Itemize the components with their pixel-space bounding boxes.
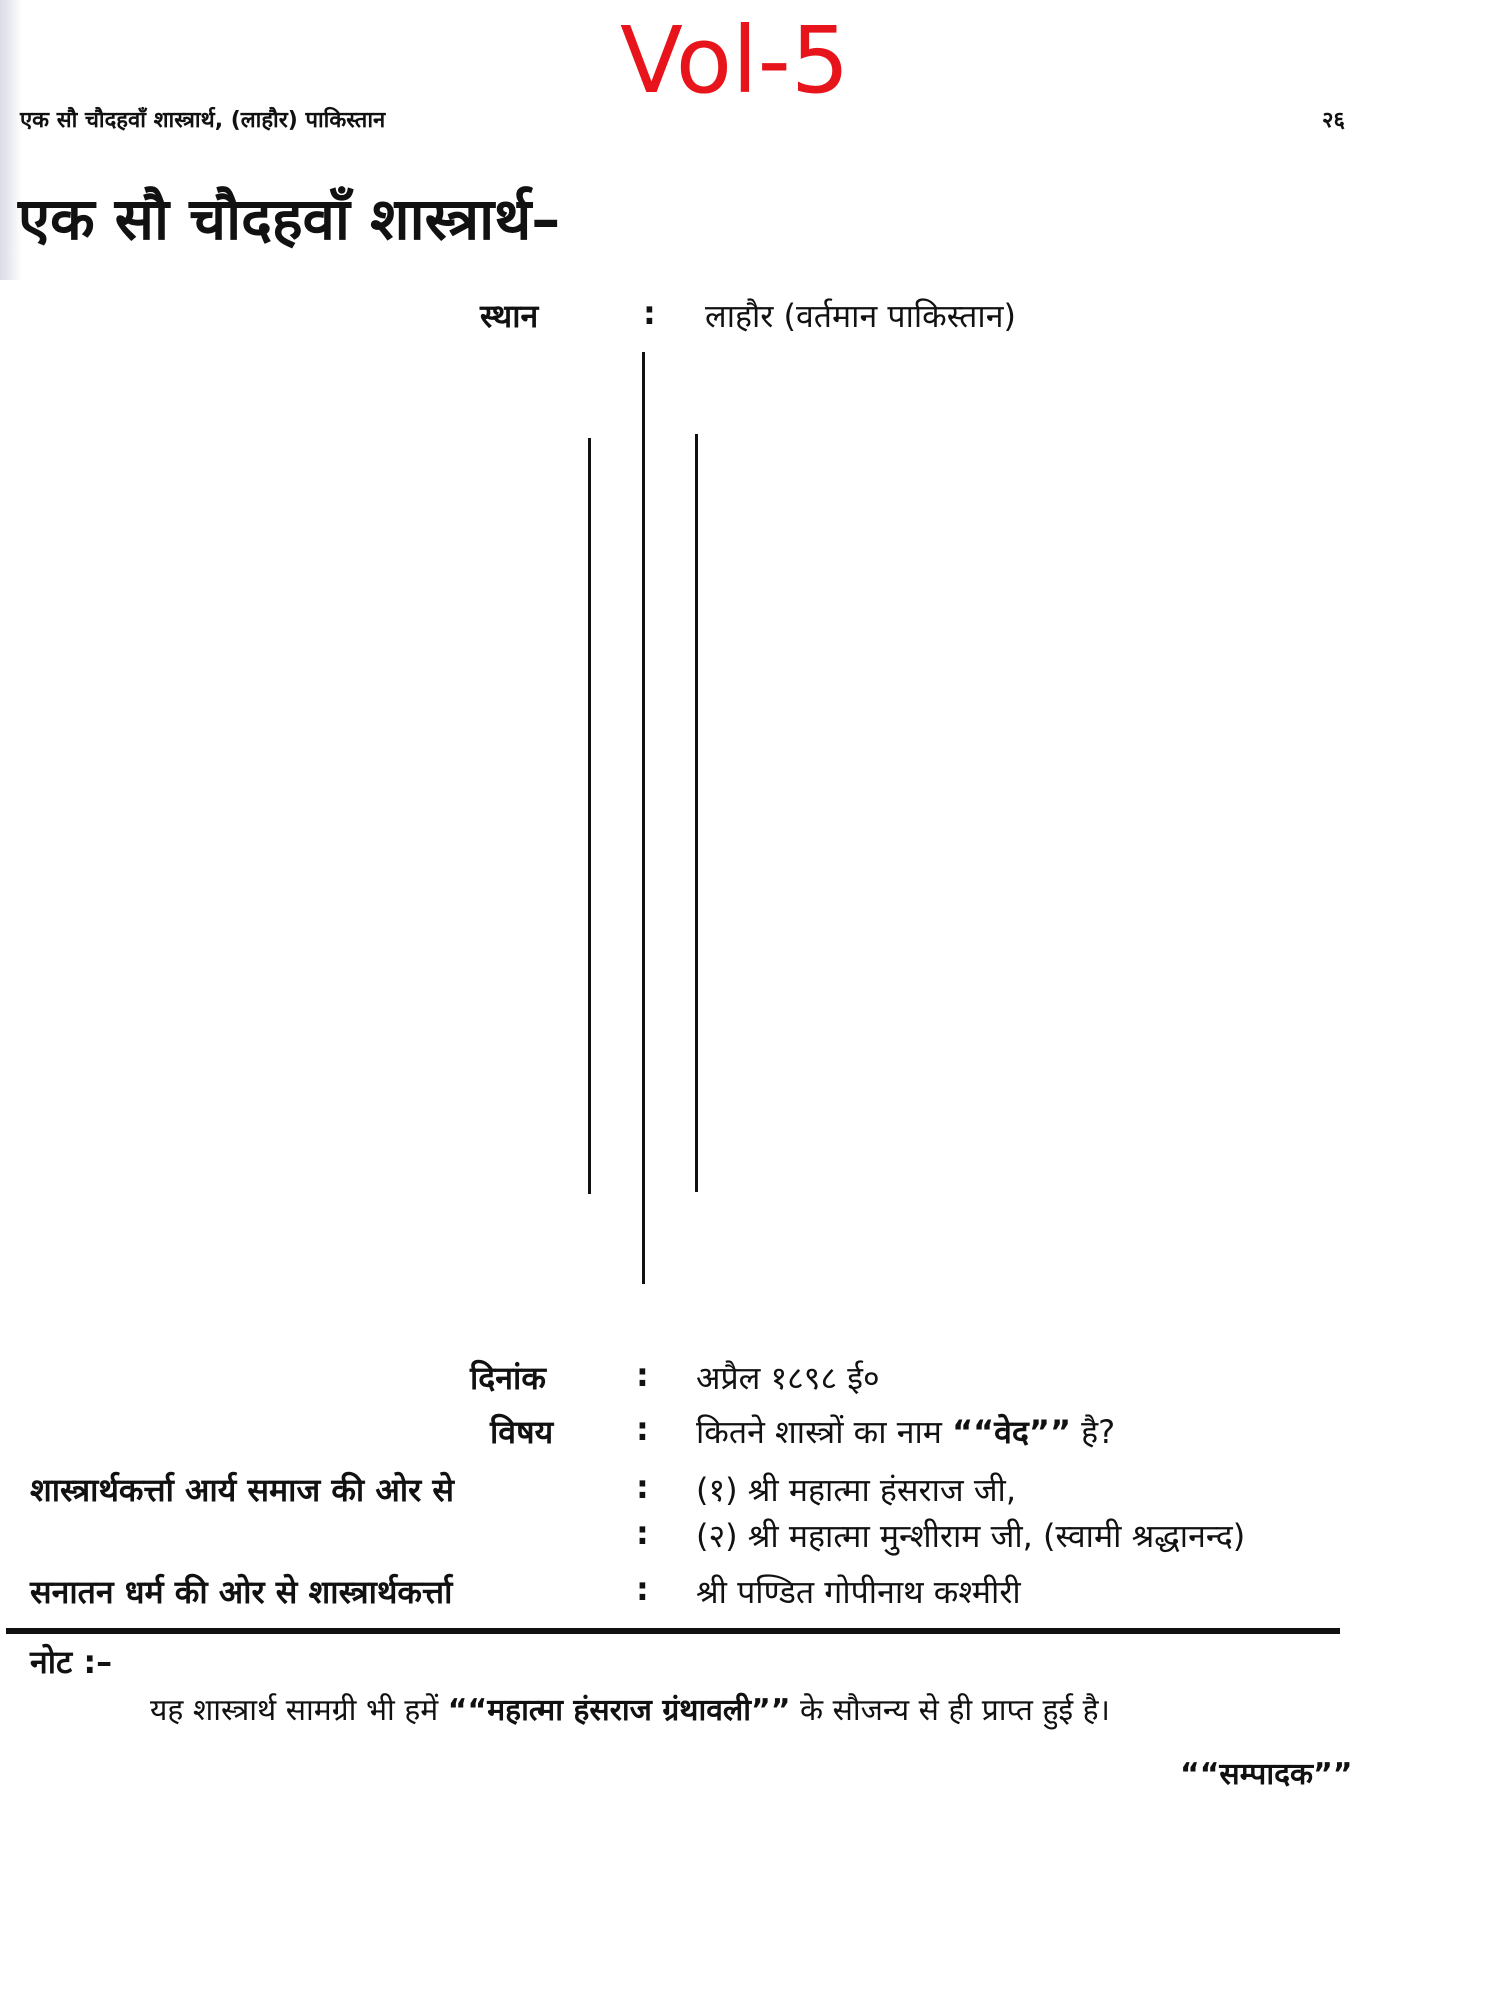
- place-label: स्थान: [480, 297, 539, 335]
- arya-samaj-colon-2: :: [636, 1514, 649, 1552]
- subject-label: विषय: [490, 1413, 554, 1451]
- date-value: अप्रैल १८९८ ई०: [696, 1359, 880, 1397]
- place-colon: :: [643, 294, 656, 332]
- subject-value: [696, 1410, 1115, 1453]
- subject-value-prefix: कितने शास्त्रों का नाम: [696, 1413, 953, 1451]
- sanatan-dharma-debater: श्री पण्डित गोपीनाथ कश्मीरी: [696, 1573, 1021, 1611]
- volume-stamp: Vol-5: [620, 7, 850, 114]
- left-vertical-line: [588, 438, 591, 1194]
- subject-value-highlight: ““वेद””: [952, 1413, 1071, 1451]
- subject-value-suffix: है?: [1070, 1413, 1116, 1451]
- sanatan-dharma-colon: :: [636, 1570, 649, 1608]
- note-text-suffix: के सौजन्य से ही प्राप्त हुई है।: [790, 1693, 1110, 1728]
- note-label: नोट :–: [30, 1643, 113, 1681]
- arya-samaj-label: शास्त्रार्थकर्त्ता आर्य समाज की ओर से: [30, 1471, 454, 1509]
- note-text-prefix: यह शास्त्रार्थ सामग्री भी हमें: [150, 1693, 448, 1728]
- center-vertical-line: [642, 352, 645, 1284]
- page-number: २६: [1322, 108, 1345, 133]
- arya-samaj-colon: :: [636, 1468, 649, 1506]
- right-vertical-line: [695, 434, 698, 1192]
- page-title: एक सौ चौदहवाँ शास्त्रार्थ–: [18, 185, 561, 253]
- date-colon: :: [636, 1356, 649, 1394]
- note-text-highlight: ““महात्मा हंसराज ग्रंथावली””: [447, 1693, 791, 1728]
- date-label: दिनांक: [470, 1359, 546, 1397]
- subject-colon: :: [636, 1410, 649, 1448]
- editor-signature: ““सम्पादक””: [1180, 1757, 1353, 1792]
- arya-samaj-debater-1: (१) श्री महात्मा हंसराज जी,: [696, 1471, 1017, 1509]
- arya-samaj-debater-2: (२) श्री महात्मा मुन्शीराम जी, (स्वामी श्रद्धानन्द): [696, 1517, 1246, 1555]
- place-value: लाहौर (वर्तमान पाकिस्तान): [705, 297, 1016, 335]
- note-text: [150, 1688, 1110, 1729]
- horizontal-rule: [6, 1628, 1340, 1634]
- running-header: एक सौ चौदहवाँ शास्त्रार्थ, (लाहौर) पाकिस्तान: [20, 108, 386, 133]
- sanatan-dharma-label: सनातन धर्म की ओर से शास्त्रार्थकर्त्ता: [30, 1573, 453, 1611]
